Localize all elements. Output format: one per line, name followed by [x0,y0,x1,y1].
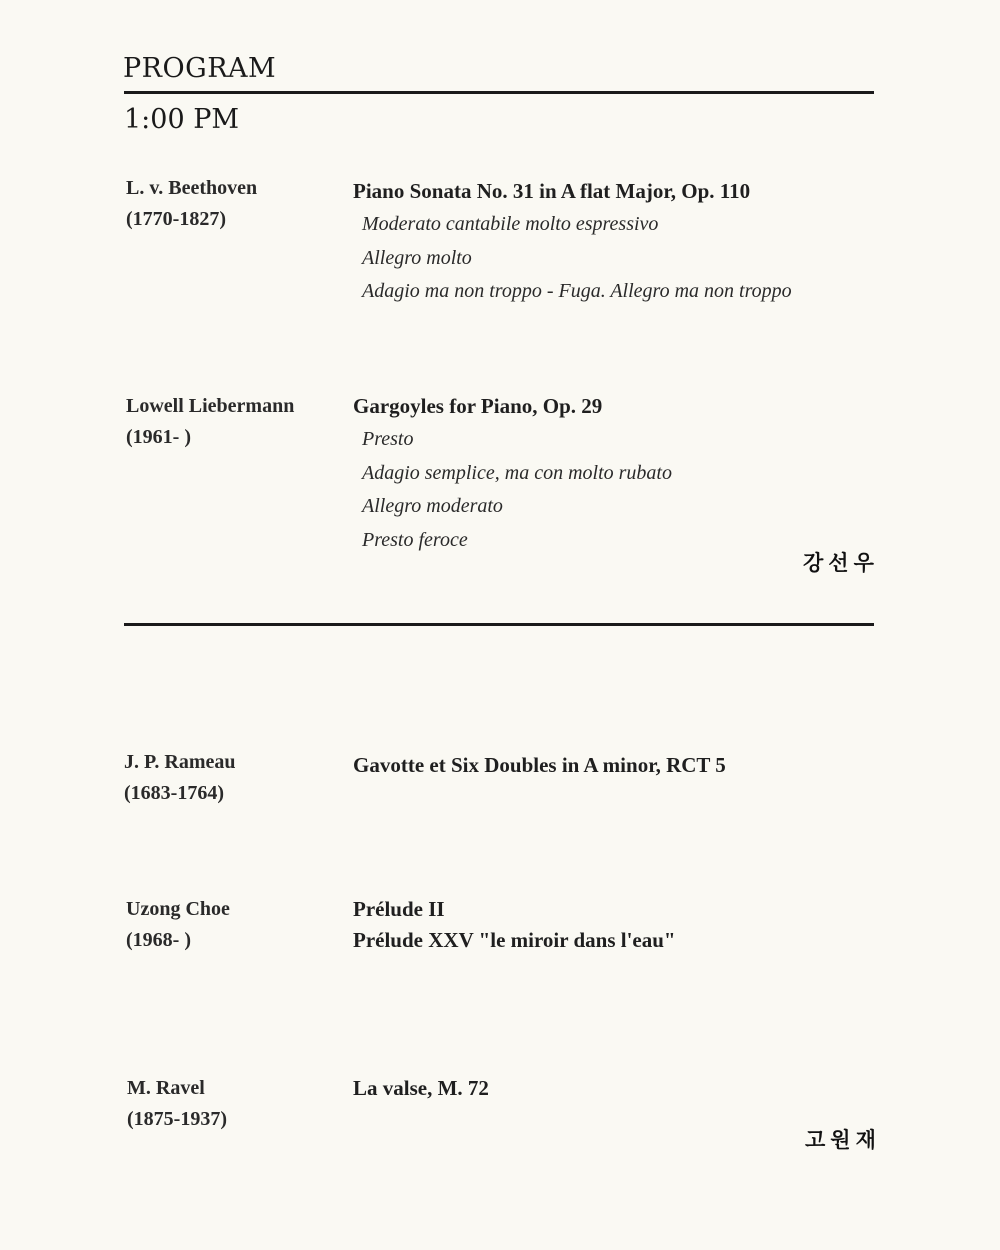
composer-choe [126,894,230,956]
composer-name: Uzong Choe [126,898,230,920]
composer-rameau [124,747,235,809]
composer-name: J. P. Rameau [124,751,236,773]
movement-item: Adagio ma non troppo - Fuga. Allegro ma non troppo [362,280,792,302]
composer-name: L. v. Beethoven [126,177,258,199]
movement-item: Presto [362,428,414,450]
program-time: 1:00 PM [124,104,240,135]
movement-list-liebermann [362,423,672,557]
work-title-prelude-xxv: Prélude XXV "le miroir dans l'eau" [353,928,676,952]
composer-dates: (1961- ) [126,426,191,448]
work-title-prelude-ii: Prélude II [353,897,445,921]
composer-name: M. Ravel [127,1077,205,1099]
work-title-gavotte: Gavotte et Six Doubles in A minor, RCT 5 [353,753,726,777]
section-divider [124,623,874,626]
composer-dates: (1968- ) [126,929,191,951]
movement-item: Presto feroce [362,528,468,551]
work-title-gargoyles: Gargoyles for Piano, Op. 29 [353,394,603,418]
composer-beethoven [126,173,257,235]
composer-name: Lowell Liebermann [126,395,295,417]
movement-item: Allegro moderato [362,495,503,517]
composer-ravel [127,1073,227,1135]
performer-name-part2: 고원재 [805,1128,881,1152]
work-title-beethoven-sonata: Piano Sonata No. 31 in A flat Major, Op. 110 [353,179,751,203]
movement-item: Adagio semplice, ma con molto rubato [362,461,672,484]
top-divider [124,91,874,94]
work-title-la-valse: La valse, M. 72 [353,1076,489,1100]
program-heading: PROGRAM [123,53,277,84]
composer-dates: (1770-1827) [126,208,226,230]
movement-item: Moderato cantabile molto espressivo [362,213,659,235]
composer-dates: (1875-1937) [127,1108,227,1130]
movement-item: Allegro molto [362,246,472,269]
composer-dates: (1683-1764) [124,782,224,804]
movement-list-beethoven [362,208,792,309]
composer-liebermann [126,391,294,453]
performer-name-part1: 강선우 [803,551,879,575]
